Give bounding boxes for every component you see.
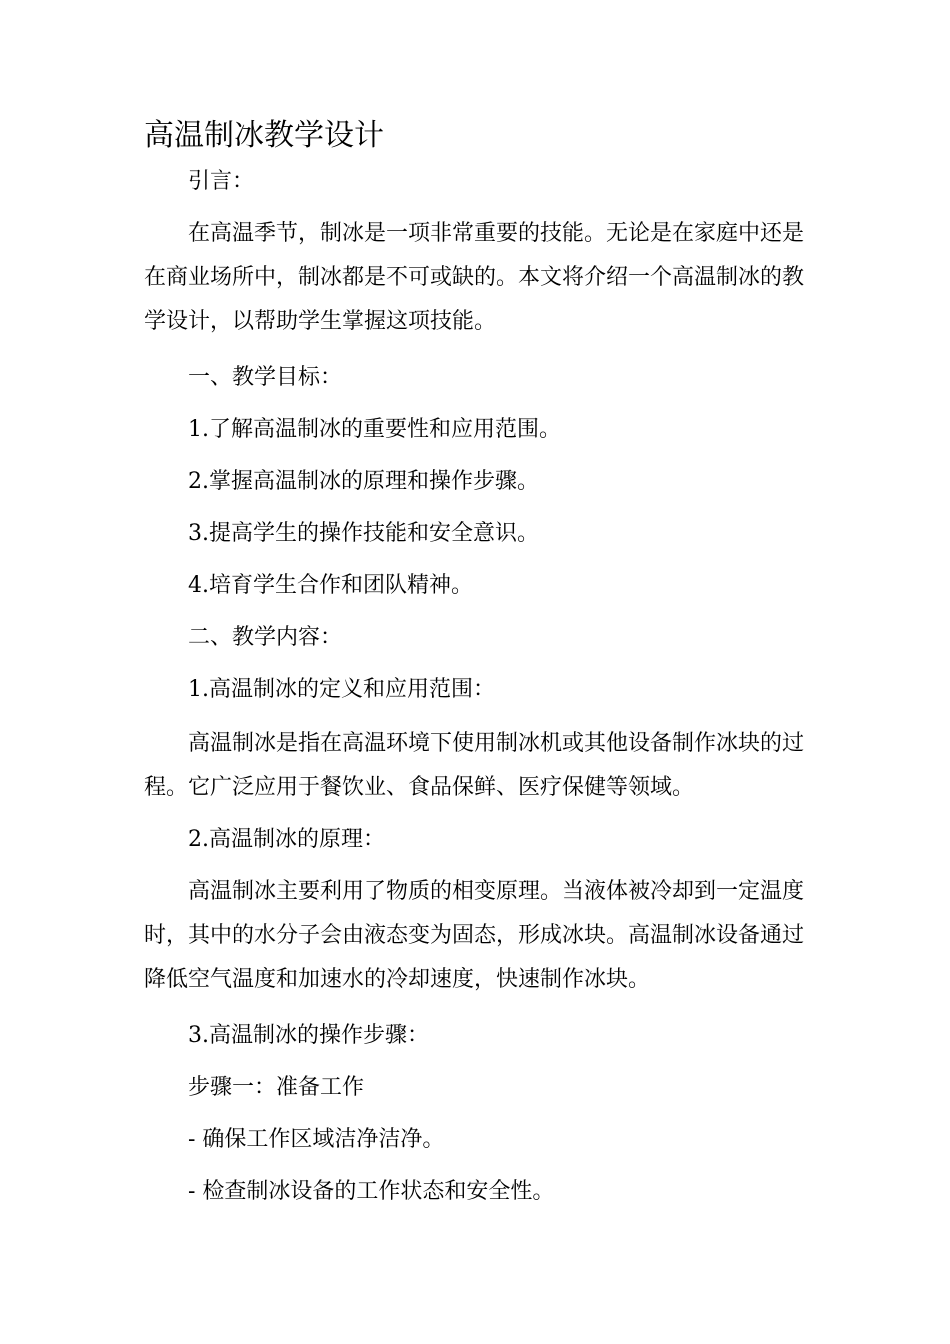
- section-heading-content: 二、教学内容：: [188, 625, 343, 650]
- step-heading-1: 步骤一：准备工作: [188, 1075, 365, 1100]
- intro-paragraph: 在高温季节，制冰是一项非常重要的技能。无论是在家庭中还是在商业场所中，制冰都是不可或缺的。本文将介绍一个高温制冰的教学设计，以帮助学生掌握这项技能。: [144, 221, 805, 334]
- content-subheading-1: 1.高温制冰的定义和应用范围：: [188, 677, 495, 702]
- intro-heading: 引言：: [188, 169, 255, 194]
- content-paragraph-definition: 高温制冰是指在高温环境下使用制冰机或其他设备制作冰块的过程。它广泛应用于餐饮业、食品保鲜、医疗保健等领域。: [144, 731, 805, 800]
- content-subheading-2: 2.高温制冰的原理：: [188, 827, 385, 852]
- document-title: 高温制冰教学设计: [144, 118, 384, 153]
- objective-item-4: 4.培育学生合作和团队精神。: [188, 573, 473, 598]
- section-heading-objectives: 一、教学目标：: [188, 365, 343, 390]
- content-subheading-3: 3.高温制冰的操作步骤：: [188, 1023, 429, 1048]
- content-paragraph-principle: 高温制冰主要利用了物质的相变原理。当液体被冷却到一定温度时，其中的水分子会由液态变为固态，形成冰块。高温制冰设备通过降低空气温度和加速水的冷却速度，快速制作冰块。: [144, 879, 805, 992]
- objective-item-2: 2.掌握高温制冰的原理和操作步骤。: [188, 469, 539, 494]
- step-item-1: - 确保工作区域洁净洁净。: [188, 1127, 445, 1152]
- objective-item-3: 3.提高学生的操作技能和安全意识。: [188, 521, 539, 546]
- step-item-2: - 检查制冰设备的工作状态和安全性。: [188, 1179, 555, 1204]
- objective-item-1: 1.了解高温制冰的重要性和应用范围。: [188, 417, 561, 442]
